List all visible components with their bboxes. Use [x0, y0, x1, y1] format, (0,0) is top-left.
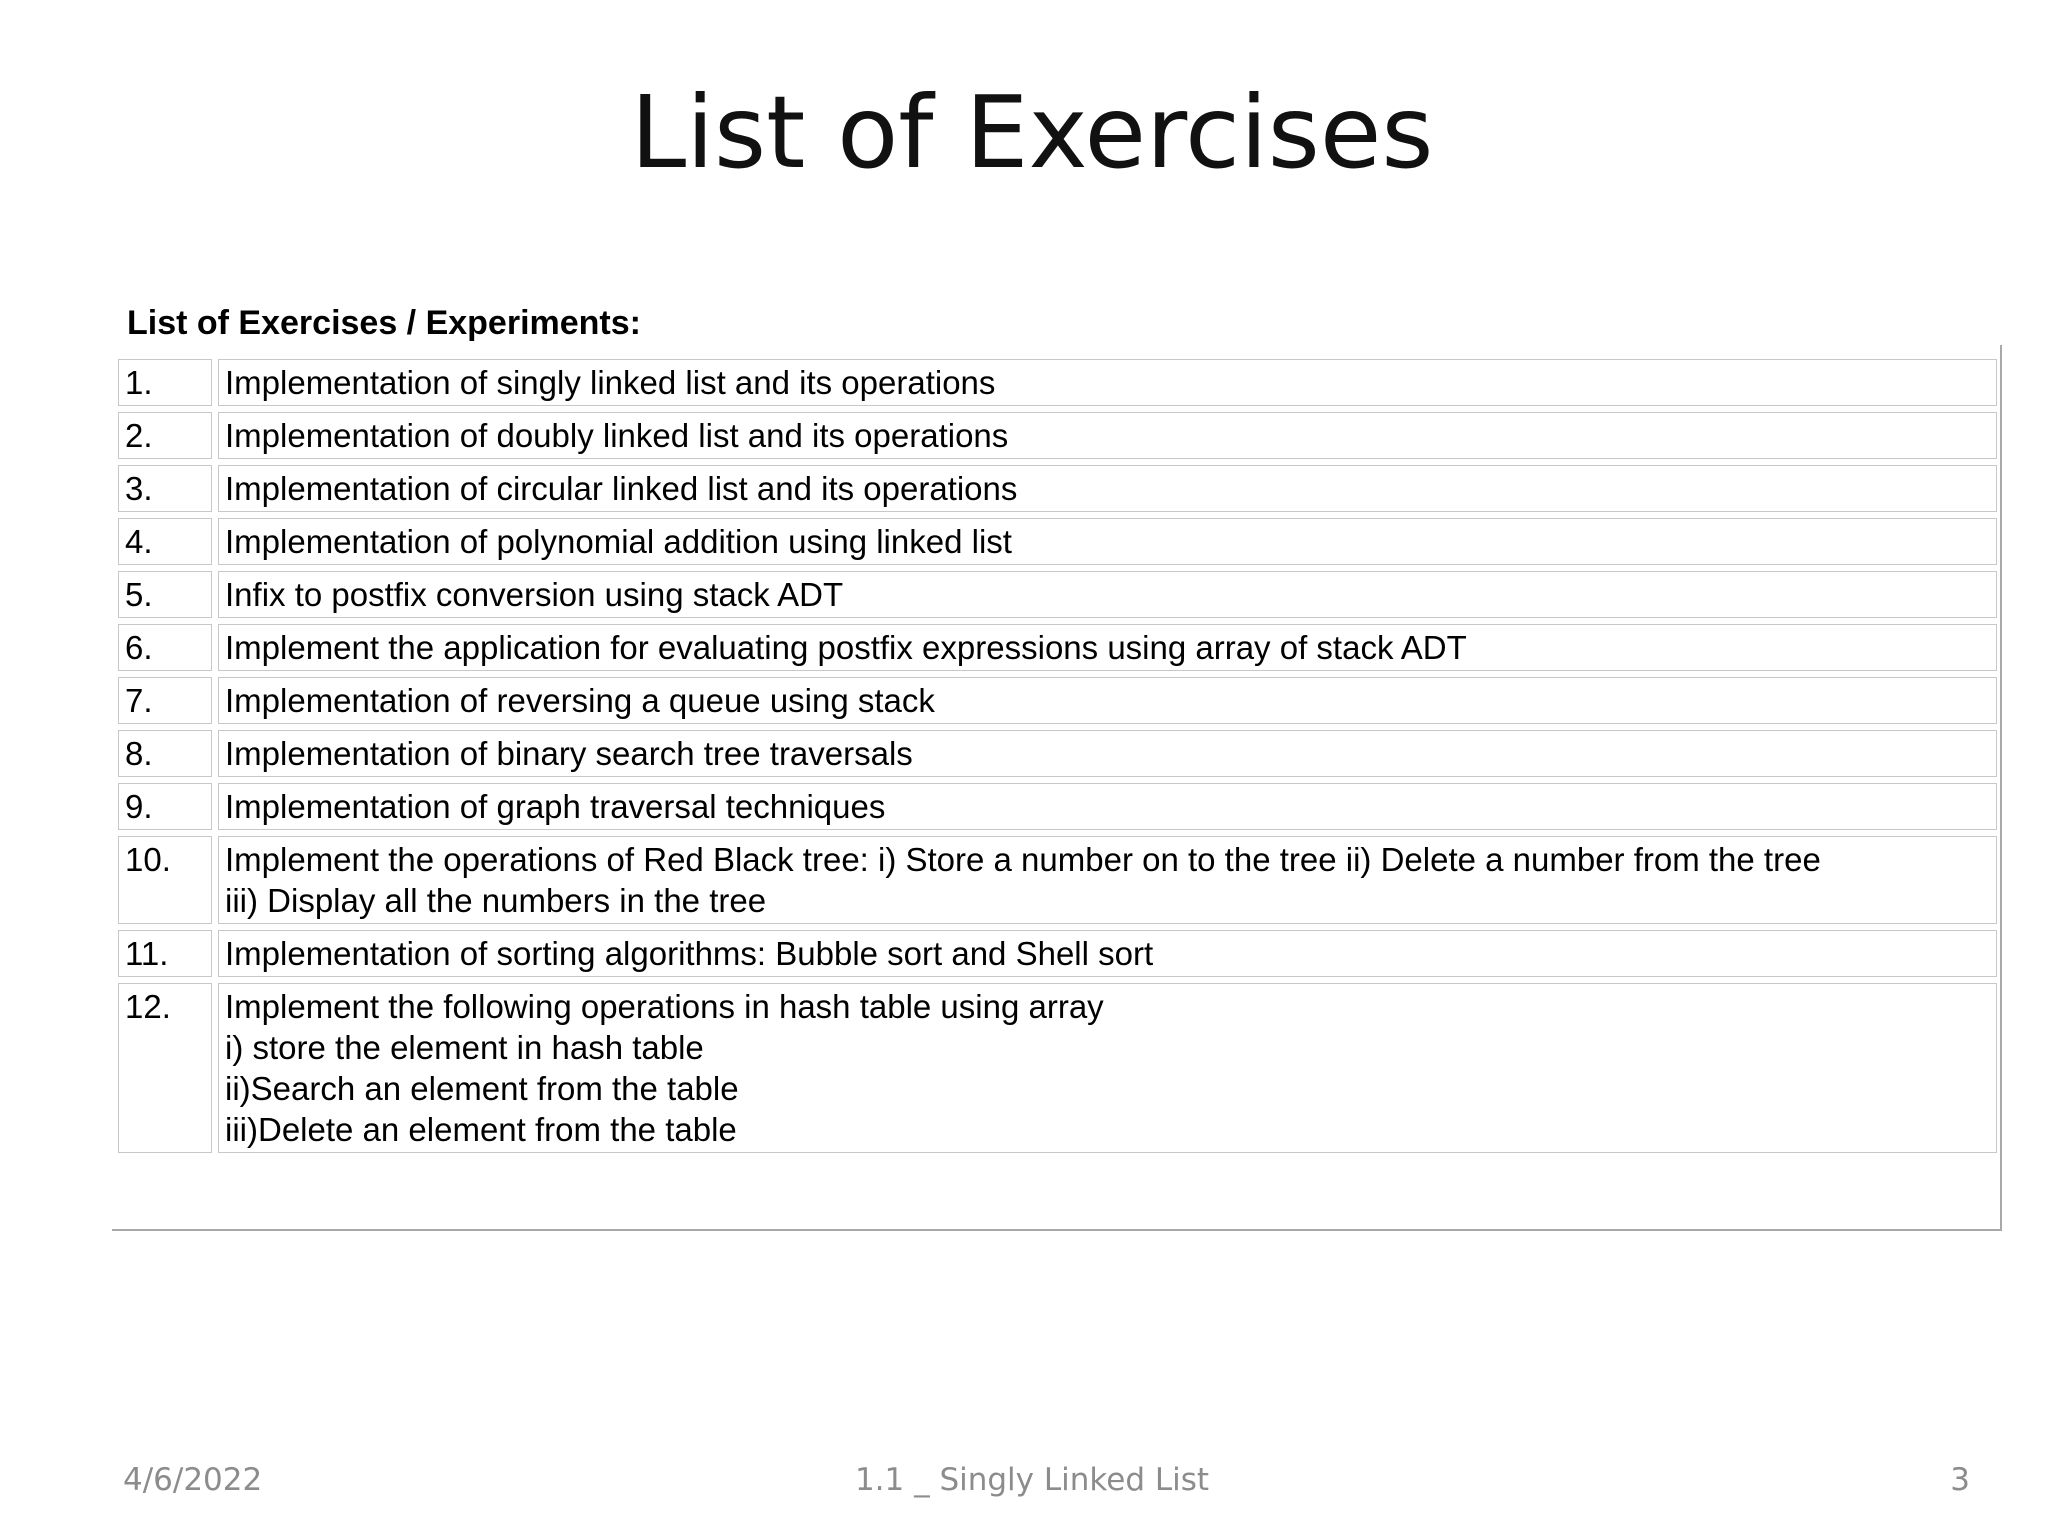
slide-title: List of Exercises — [630, 74, 1434, 191]
row-text: Infix to postfix conversion using stack ADT — [218, 571, 1997, 618]
row-number: 1. — [118, 359, 212, 406]
row-text: Implementation of graph traversal techniques — [218, 783, 1997, 830]
row-text: Implementation of polynomial addition using linked list — [218, 518, 1997, 565]
row-text: Implementation of singly linked list and its operations — [218, 359, 1997, 406]
row-number: 2. — [118, 412, 212, 459]
row-number: 6. — [118, 624, 212, 671]
row-number: 12. — [118, 983, 212, 1153]
table-row — [118, 359, 1997, 406]
row-number: 9. — [118, 783, 212, 830]
exercise-rows — [118, 359, 1997, 1153]
footer-date: 4/6/2022 — [123, 1462, 263, 1498]
table-row — [118, 677, 1997, 724]
row-text: Implement the following operations in hash table using array i) store the element in hash table ii)Search an element from the table iii)Delete an element from the table — [218, 983, 1997, 1153]
exercise-table — [118, 353, 1997, 1159]
table-row — [118, 983, 1997, 1153]
row-text: Implement the application for evaluating postfix expressions using array of stack ADT — [218, 624, 1997, 671]
table-row — [118, 730, 1997, 777]
row-text: Implementation of binary search tree traversals — [218, 730, 1997, 777]
row-text: Implementation of sorting algorithms: Bubble sort and Shell sort — [218, 930, 1997, 977]
row-text: Implementation of circular linked list and its operations — [218, 465, 1997, 512]
row-number: 4. — [118, 518, 212, 565]
table-row — [118, 412, 1997, 459]
table-row — [118, 624, 1997, 671]
row-number: 10. — [118, 836, 212, 924]
footer-page-number: 3 — [1950, 1462, 1970, 1498]
row-number: 7. — [118, 677, 212, 724]
table-row — [118, 783, 1997, 830]
table-row — [118, 571, 1997, 618]
row-number: 5. — [118, 571, 212, 618]
row-number: 11. — [118, 930, 212, 977]
row-number: 8. — [118, 730, 212, 777]
footer-title: 1.1 _ Singly Linked List — [854, 1462, 1210, 1498]
table-row — [118, 930, 1997, 977]
table-row — [118, 465, 1997, 512]
row-number: 3. — [118, 465, 212, 512]
row-text: Implement the operations of Red Black tree: i) Store a number on to the tree ii) Delete a number from the tree iii) Display all the numbers in the tree — [218, 836, 1997, 924]
table-heading: List of Exercises / Experiments: — [127, 304, 641, 342]
table-frame — [112, 345, 2002, 1231]
table-row — [118, 518, 1997, 565]
exercise-table-image — [112, 300, 2002, 1230]
table-row — [118, 836, 1997, 924]
row-text: Implementation of doubly linked list and its operations — [218, 412, 1997, 459]
row-text: Implementation of reversing a queue using stack — [218, 677, 1997, 724]
